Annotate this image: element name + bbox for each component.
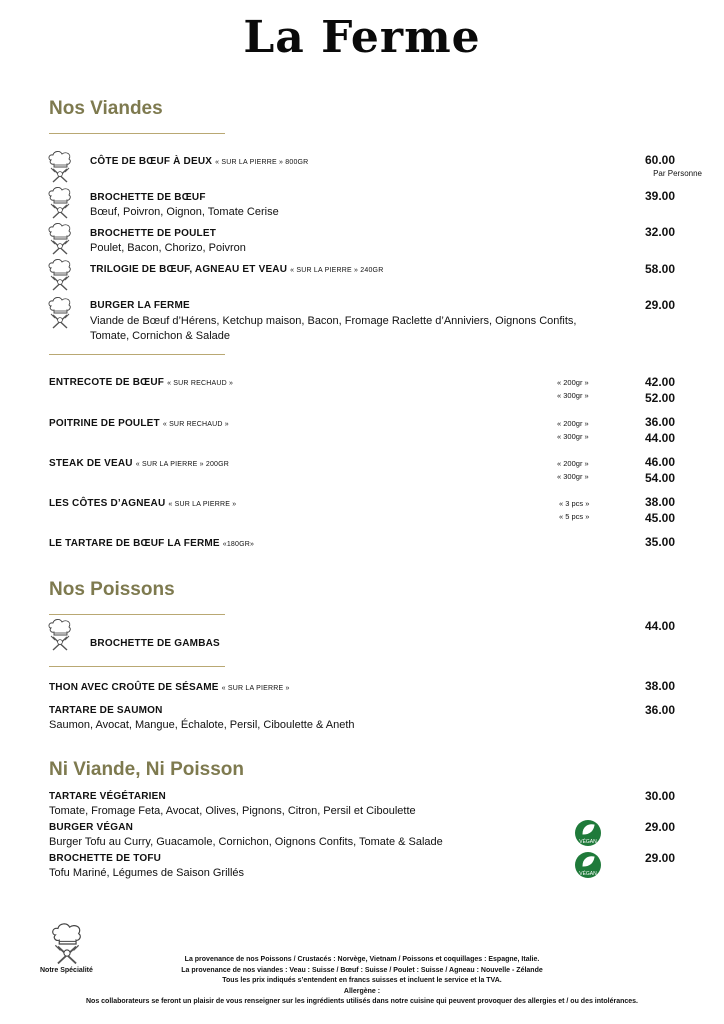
menu-item-desc: Tomate, Cornichon & Salade — [90, 330, 231, 342]
section-divider — [49, 133, 225, 134]
item-price: 35.00 — [644, 535, 675, 549]
item-price: 45.00 — [644, 511, 675, 525]
section-divider — [49, 666, 225, 667]
portion-size: « 3 pcs » — [559, 499, 590, 508]
item-price: 38.00 — [644, 495, 675, 509]
item-price: 44.00 — [644, 431, 675, 445]
item-price: 38.00 — [644, 679, 675, 693]
menu-item-desc: Burger Tofu au Curry, Guacamole, Cornichon, Oignons Confits, Tomate & Salade — [49, 836, 443, 848]
item-price: 36.00 — [644, 415, 675, 429]
item-price: 29.00 — [644, 851, 675, 865]
menu-item-name: TARTARE VÉGÉTARIEN — [49, 791, 166, 802]
item-price: 44.00 — [644, 619, 675, 633]
menu-item-desc: Poulet, Bacon, Chorizo, Poivron — [90, 242, 246, 254]
menu-item-name: BROCHETTE DE TOFU — [49, 853, 162, 864]
menu-item: THON AVEC CROÛTE DE SÉSAME « SUR LA PIERRE » — [49, 682, 290, 693]
restaurant-logo: La Ferme — [243, 12, 481, 63]
menu-item-desc: Bœuf, Poivron, Oignon, Tomate Cerise — [90, 206, 279, 218]
chef-hat-icon — [47, 186, 73, 220]
item-price: 52.00 — [644, 391, 675, 405]
price-unit: Par Personne — [653, 169, 702, 178]
portion-size: « 5 pcs » — [559, 512, 590, 521]
section-divider — [49, 354, 225, 355]
menu-item-name: BURGER LA FERME — [90, 300, 190, 311]
item-price: 58.00 — [644, 262, 675, 276]
menu-item: LE TARTARE DE BŒUF LA FERME «180GR» — [49, 538, 255, 549]
footer-notes: La provenance de nos Poissons / Crustacés : Norvège, Vietnam / Poissons et coquillages : Espagne, Italie. La provenance de nos viandes : Veau : Suisse / Bœuf : Suisse / Poulet : Suisse / Agneau : Nouvelle - Zélande Tous les prix indiqués s’entendent en francs suisses et incluent le service et la TVA. Allergène : Nos collaborateurs se feront un plaisir de vous renseigner sur les ingrédients utilisés dans notre cuisine qui peuvent provoquer des allergies et / ou des intolérances. — [86, 956, 638, 1005]
menu-item-name: TARTARE DE SAUMON — [49, 705, 163, 716]
vegan-badge-icon: VÉGAN — [575, 852, 601, 878]
section-divider — [49, 614, 225, 615]
chef-hat-icon — [47, 258, 73, 292]
portion-size: « 200gr » — [557, 459, 589, 468]
menu-item: CÔTE DE BŒUF À DEUX « SUR LA PIERRE » 800GR — [90, 156, 309, 167]
item-price: 32.00 — [644, 225, 675, 239]
menu-item-desc: Saumon, Avocat, Mangue, Échalote, Persil, Ciboulette & Aneth — [49, 719, 355, 731]
item-price: 30.00 — [644, 789, 675, 803]
menu-item: TRILOGIE DE BŒUF, AGNEAU ET VEAU « SUR LA PIERRE » 240GR — [90, 264, 384, 275]
item-price: 36.00 — [644, 703, 675, 717]
portion-size: « 200gr » — [557, 378, 589, 387]
menu-item: ENTRECOTE DE BŒUF « SUR RECHAUD » — [49, 377, 234, 388]
menu-item-name: BROCHETTE DE BŒUF — [90, 192, 206, 203]
portion-size: « 300gr » — [557, 391, 589, 400]
menu-item-name: BURGER VÉGAN — [49, 822, 134, 833]
item-price: 54.00 — [644, 471, 675, 485]
menu-item: STEAK DE VEAU « SUR LA PIERRE » 200GR — [49, 458, 230, 469]
item-price: 29.00 — [644, 298, 675, 312]
chef-hat-icon — [47, 222, 73, 256]
leaf-icon — [575, 852, 601, 869]
menu-item-name: BROCHETTE DE POULET — [90, 228, 217, 239]
chef-hat-icon — [47, 296, 73, 330]
chef-hat-icon — [47, 618, 73, 652]
section-title-poissons: Nos Poissons — [49, 579, 175, 600]
leaf-icon — [575, 820, 601, 837]
menu-item-desc: Tomate, Fromage Feta, Avocat, Olives, Pignons, Citron, Persil et Ciboulette — [49, 805, 416, 817]
section-title-ni-viande-ni-poisson: Ni Viande, Ni Poisson — [49, 759, 244, 780]
menu-item-desc: Tofu Mariné, Légumes de Saison Grillés — [49, 867, 245, 879]
menu-item: LES CÔTES D’AGNEAU « SUR LA PIERRE » — [49, 498, 237, 509]
portion-size: « 300gr » — [557, 432, 589, 441]
item-price: 29.00 — [644, 820, 675, 834]
menu-item: POITRINE DE POULET « SUR RECHAUD » — [49, 418, 229, 429]
portion-size: « 200gr » — [557, 419, 589, 428]
item-price: 42.00 — [644, 375, 675, 389]
portion-size: « 300gr » — [557, 472, 589, 481]
menu-item-desc: Viande de Bœuf d’Hérens, Ketchup maison, Bacon, Fromage Raclette d’Anniviers, Oignons Confits, — [90, 315, 577, 327]
chef-hat-icon — [47, 150, 73, 184]
specialite-legend: Notre Spécialité — [40, 967, 93, 974]
menu-item-name: BROCHETTE DE GAMBAS — [90, 638, 220, 649]
vegan-badge-icon: VÉGAN — [575, 820, 601, 846]
item-price: 46.00 — [644, 455, 675, 469]
item-price: 60.00 — [644, 153, 675, 167]
section-title-viandes: Nos Viandes — [49, 98, 163, 119]
item-price: 39.00 — [644, 189, 675, 203]
